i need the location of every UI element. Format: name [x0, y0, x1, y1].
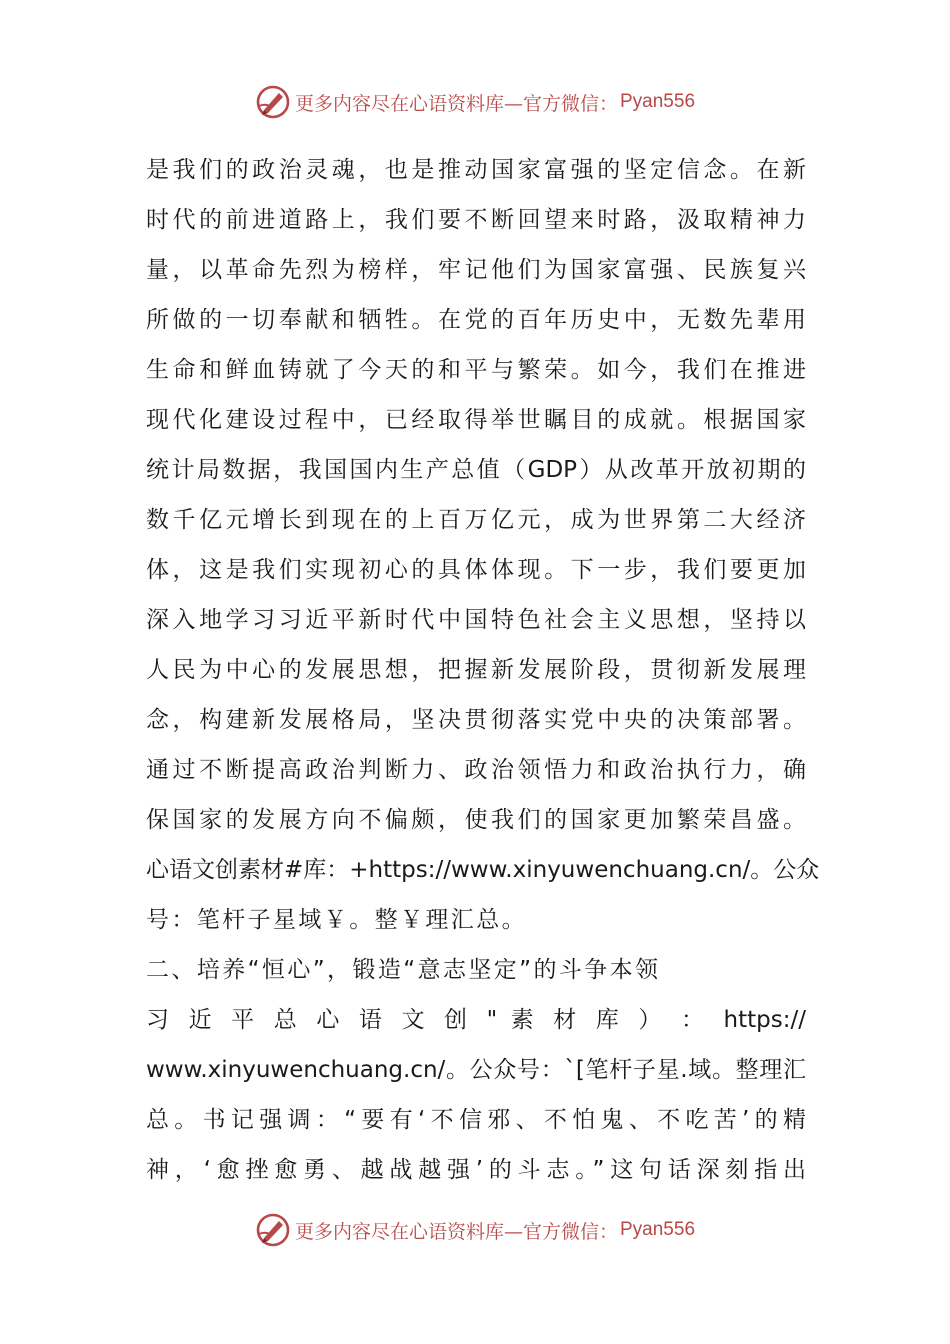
section-heading: 二、培养“恒心”，锻造“意志坚定”的斗争本领 [146, 957, 661, 983]
text-line: 神，‘愈挫愈勇、越战越强’的斗志。”这句话深刻指出 [146, 1157, 806, 1183]
text-line: 心语文创素材#库：+https://www.xinyuwenchuang.cn/。公众 [146, 857, 820, 883]
text-line: 体，这是我们实现初心的具体体现。下一步，我们要更加 [146, 557, 806, 583]
text-line: 通过不断提高政治判断力、政治领悟力和政治执行力，确 [146, 757, 806, 783]
text-line: 量，以革命先烈为榜样，牢记他们为国家富强、民族复兴 [146, 257, 806, 283]
text-line: 人民为中心的发展思想，把握新发展阶段，贯彻新发展理 [146, 657, 806, 683]
pen-logo-icon [255, 84, 291, 120]
footer-wechat-id: Pyan556 [620, 1219, 696, 1240]
text-line: 数千亿元增长到现在的上百万亿元，成为世界第二大经济 [146, 507, 806, 533]
text-line: 深入地学习习近平新时代中国特色社会主义思想，坚持以 [146, 607, 806, 633]
pen-logo-icon [255, 1212, 291, 1248]
text-line: 统计局数据，我国国内生产总值（GDP）从改革开放初期的 [146, 457, 806, 483]
text-line: 时代的前进道路上，我们要不断回望来时路，汲取精神力 [146, 207, 806, 233]
text-line: 习 近 平 总 心 语 文 创 " 素 材 库 ） ： https:// [146, 1007, 806, 1033]
page-header [0, 84, 950, 120]
footer-brand-text: 更多内容尽在心语资料库—官方微信： [294, 1220, 618, 1243]
page-footer [0, 1212, 950, 1248]
document-body [146, 148, 820, 1198]
text-line: 现代化建设过程中，已经取得举世瞩目的成就。根据国家 [146, 407, 806, 433]
text-line: www.xinyuwenchuang.cn/。公众号：`[笔杆子星.域。整理汇 [146, 1057, 806, 1083]
text-line: 生命和鲜血铸就了今天的和平与繁荣。如今，我们在推进 [146, 357, 806, 383]
text-line: 号：笔杆子星域￥。整￥理汇总。 [146, 907, 527, 933]
text-line: 所做的一切奉献和牺牲。在党的百年历史中，无数先辈用 [146, 307, 806, 333]
text-line: 是我们的政治灵魂，也是推动国家富强的坚定信念。在新 [146, 157, 806, 183]
text-line: 保国家的发展方向不偏颇，使我们的国家更加繁荣昌盛。 [146, 807, 806, 833]
header-wechat-id: Pyan556 [620, 91, 696, 112]
text-line: 总。书记强调：“要有‘不信邪、不怕鬼、不吃苦’的精 [146, 1107, 806, 1133]
header-brand-text: 更多内容尽在心语资料库—官方微信： [294, 92, 618, 115]
text-line: 念，构建新发展格局，坚决贯彻落实党中央的决策部署。 [146, 707, 806, 733]
